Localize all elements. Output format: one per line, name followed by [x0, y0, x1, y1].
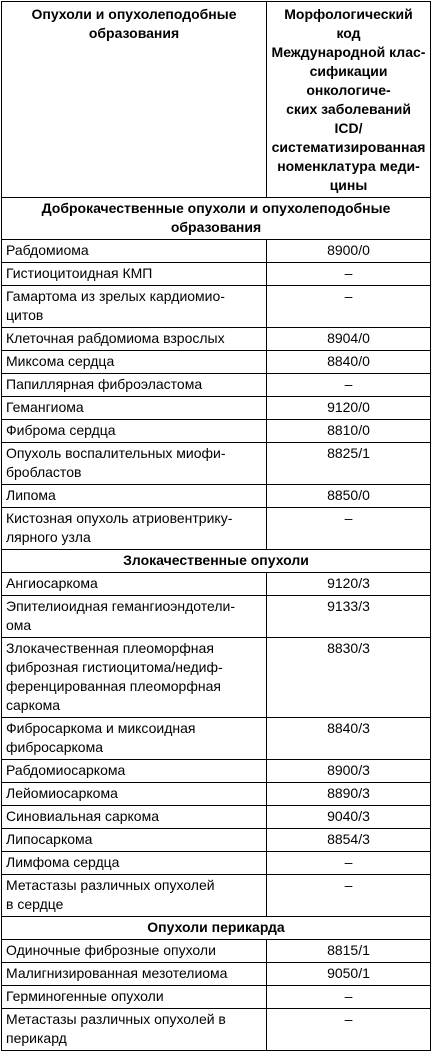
tumor-name-cell: Миксома сердца: [2, 351, 267, 374]
morphology-code-cell: 8890/3: [267, 783, 431, 806]
tumor-name-cell: Липосаркома: [2, 829, 267, 852]
morphology-code-cell: 9050/1: [267, 963, 431, 986]
tumor-name-cell: Злокачественная плеоморфная фиброзная гистиоцитома/недиф- ференцированная плеоморфная саркома: [2, 638, 267, 718]
table-row: [2, 940, 431, 963]
tumor-name-cell: Малигнизированная мезотелиома: [2, 963, 267, 986]
morphology-code-cell: 8854/3: [267, 829, 431, 852]
tumor-name-cell: Лимфома сердца: [2, 852, 267, 875]
tumor-name-cell: Синовиальная саркома: [2, 806, 267, 829]
table-row: [2, 397, 431, 420]
section-title: Злокачественные опухоли: [2, 550, 431, 573]
tumor-name-cell: Гистиоцитоидная КМП: [2, 263, 267, 286]
morphology-code-cell: 8840/3: [267, 718, 431, 760]
table-row: [2, 783, 431, 806]
tumor-name-cell: Липома: [2, 485, 267, 508]
table-row: [2, 1009, 431, 1051]
tumor-classification-table: [1, 1, 431, 1051]
morphology-code-cell: 9120/3: [267, 573, 431, 596]
section-header-row: [2, 550, 431, 573]
morphology-code-cell: 8840/0: [267, 351, 431, 374]
table-row: [2, 420, 431, 443]
table-row: [2, 573, 431, 596]
tumor-name-cell: Рабдомиосаркома: [2, 760, 267, 783]
header-morphology-code: Морфологический код Международной клас- сификации онкологиче- ских заболеваний ICD/ систематизированная номенклатура меди- цины: [267, 2, 431, 198]
morphology-code-cell: –: [267, 852, 431, 875]
section-header-row: [2, 198, 431, 240]
tumor-name-cell: Метастазы различных опухолей в перикард: [2, 1009, 267, 1051]
table-row: [2, 286, 431, 328]
table-row: [2, 328, 431, 351]
morphology-code-cell: –: [267, 986, 431, 1009]
morphology-code-cell: –: [267, 508, 431, 550]
table-row: [2, 508, 431, 550]
tumor-name-cell: Лейомиосаркома: [2, 783, 267, 806]
tumor-name-cell: Опухоль воспалительных миофи- бробластов: [2, 443, 267, 485]
table-row: [2, 963, 431, 986]
table-row: [2, 638, 431, 718]
morphology-code-cell: 8900/3: [267, 760, 431, 783]
tumor-name-cell: Клеточная рабдомиома взрослых: [2, 328, 267, 351]
table-row: [2, 852, 431, 875]
section-title: Опухоли перикарда: [2, 917, 431, 940]
tumor-name-cell: Гамартома из зрелых кардиомио- цитов: [2, 286, 267, 328]
tumor-name-cell: Фиброма сердца: [2, 420, 267, 443]
tumor-name-cell: Метастазы различных опухолей в сердце: [2, 875, 267, 917]
morphology-code-cell: 9040/3: [267, 806, 431, 829]
tumor-name-cell: Эпителиоидная гемангиоэндотели- ома: [2, 596, 267, 638]
section-header-row: [2, 917, 431, 940]
tumor-name-cell: Папиллярная фиброэластома: [2, 374, 267, 397]
tumor-name-cell: Ангиосаркома: [2, 573, 267, 596]
morphology-code-cell: 9133/3: [267, 596, 431, 638]
morphology-code-cell: 8904/0: [267, 328, 431, 351]
morphology-code-cell: 8900/0: [267, 240, 431, 263]
tumor-name-cell: Одиночные фиброзные опухоли: [2, 940, 267, 963]
morphology-code-cell: –: [267, 374, 431, 397]
tumor-name-cell: Герминогенные опухоли: [2, 986, 267, 1009]
table-row: [2, 443, 431, 485]
morphology-code-cell: 9120/0: [267, 397, 431, 420]
table-row: [2, 596, 431, 638]
table-row: [2, 986, 431, 1009]
morphology-code-cell: 8815/1: [267, 940, 431, 963]
table-row: [2, 806, 431, 829]
tumor-name-cell: Рабдомиома: [2, 240, 267, 263]
table-row: [2, 485, 431, 508]
table-body: [2, 198, 431, 1051]
table-row: [2, 875, 431, 917]
table-row: [2, 760, 431, 783]
morphology-code-cell: 8810/0: [267, 420, 431, 443]
section-title: Доброкачественные опухоли и опухолеподобные образования: [2, 198, 431, 240]
tumor-name-cell: Кистозная опухоль атриовентрику- лярного узла: [2, 508, 267, 550]
morphology-code-cell: –: [267, 286, 431, 328]
table-row: [2, 374, 431, 397]
header-row: [2, 2, 431, 198]
morphology-code-cell: –: [267, 1009, 431, 1051]
table-row: [2, 240, 431, 263]
table-row: [2, 263, 431, 286]
tumor-name-cell: Гемангиома: [2, 397, 267, 420]
morphology-code-cell: 8825/1: [267, 443, 431, 485]
table-row: [2, 351, 431, 374]
header-tumor-type: Опухоли и опухолеподобные образования: [2, 2, 267, 198]
table-row: [2, 829, 431, 852]
tumor-name-cell: Фибросаркома и миксоидная фибросаркома: [2, 718, 267, 760]
morphology-code-cell: 8850/0: [267, 485, 431, 508]
table-row: [2, 718, 431, 760]
morphology-code-cell: –: [267, 263, 431, 286]
morphology-code-cell: 8830/3: [267, 638, 431, 718]
morphology-code-cell: –: [267, 875, 431, 917]
